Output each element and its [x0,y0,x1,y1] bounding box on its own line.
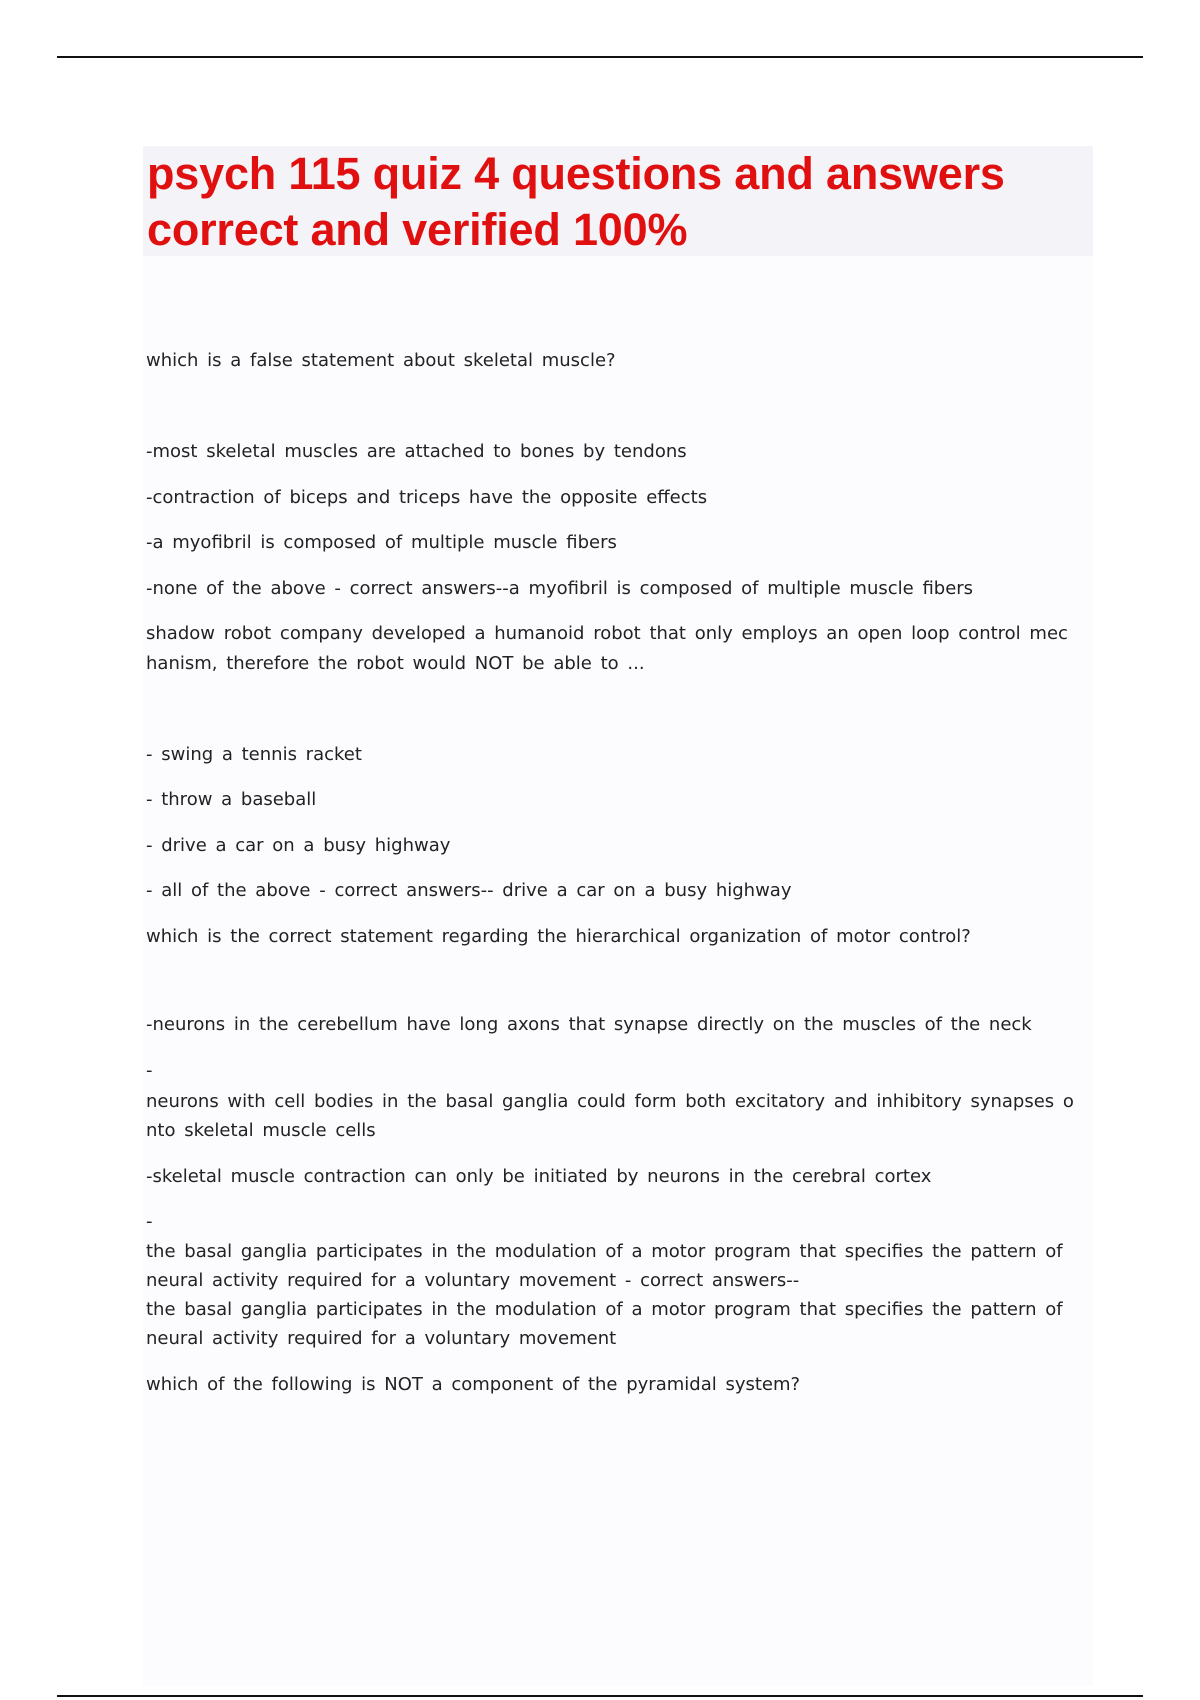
q1-option-3: -a myofibril is composed of multiple muscle fibers [146,532,617,553]
question-2-line-2: hanism, therefore the robot would NOT be able to ... [146,653,645,674]
question-4: which of the following is NOT a component of the pyramidal system? [146,1374,801,1395]
q3-answer-line-1: the basal ganglia participates in the modulation of a motor program that specifies the pattern of [146,1299,1063,1320]
q2-option-1: - swing a tennis racket [146,744,362,765]
title-line-2: correct and verified 100% [147,204,688,255]
title-block [143,146,1093,256]
top-rule [57,56,1143,58]
q2-option-4-answer: - all of the above - correct answers-- drive a car on a busy highway [146,880,792,901]
bottom-rule [57,1695,1143,1697]
question-1: which is a false statement about skeletal muscle? [146,350,616,371]
q3-option-2-line-2: nto skeletal muscle cells [146,1120,376,1141]
page-body [143,146,1093,1686]
q3-option-4-dash: - [146,1211,153,1232]
q3-option-3: -skeletal muscle contraction can only be initiated by neurons in the cerebral cortex [146,1166,932,1187]
q3-option-2-line-1: neurons with cell bodies in the basal ganglia could form both excitatory and inhibitory synapses o [146,1091,1074,1112]
q3-answer-line-2: neural activity required for a voluntary movement [146,1328,617,1349]
q1-option-1: -most skeletal muscles are attached to bones by tendons [146,441,687,462]
title-line-1: psych 115 quiz 4 questions and answers [147,148,1005,199]
q3-option-1: -neurons in the cerebellum have long axons that synapse directly on the muscles of the neck [146,1014,1032,1035]
q3-option-4-line-1: the basal ganglia participates in the modulation of a motor program that specifies the pattern of [146,1241,1063,1262]
q3-option-4-line-2: neural activity required for a voluntary movement - correct answers-- [146,1270,800,1291]
q1-option-2: -contraction of biceps and triceps have the opposite effects [146,487,708,508]
q2-option-2: - throw a baseball [146,789,317,810]
question-3: which is the correct statement regarding the hierarchical organization of motor control? [146,926,971,947]
question-2-line-1: shadow robot company developed a humanoid robot that only employs an open loop control mec [146,623,1068,644]
q1-option-4-answer: -none of the above - correct answers--a myofibril is composed of multiple muscle fibers [146,578,974,599]
q2-option-3: - drive a car on a busy highway [146,835,451,856]
q3-option-2-dash: - [146,1060,153,1081]
